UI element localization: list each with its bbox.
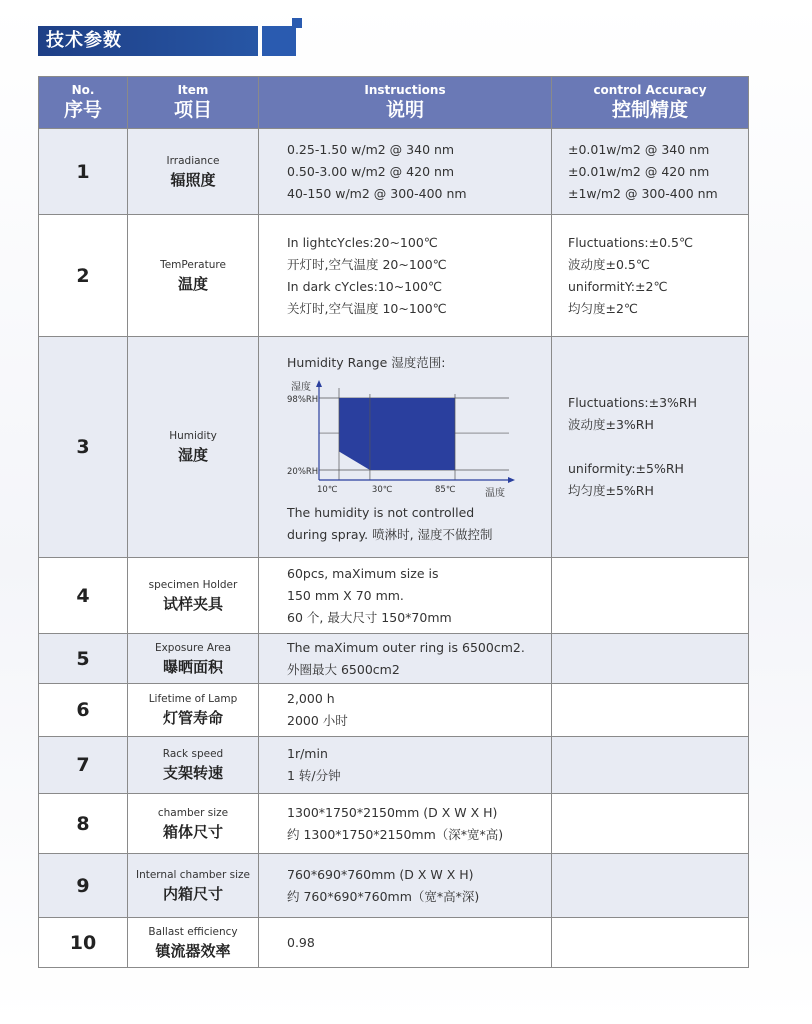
instruction-line: 1r/min [287,746,328,761]
instruction-line: 关灯时,空气温度 10~100℃ [287,300,447,316]
accuracy-line: ±1w/m2 @ 300-400 nm [568,185,718,201]
accuracy-line: Fluctuations:±3%RH [568,395,697,410]
accuracy-line: uniformity:±5%RH [568,461,684,476]
instruction-line: 150 mm X 70 mm. [287,587,404,603]
row-accuracy [552,737,749,794]
item-en: Ballast efficiency [148,925,238,938]
item-zh: 试样夹具 [162,594,223,613]
row-accuracy [552,634,749,684]
row-accuracy [552,558,749,634]
row-instructions [259,215,552,337]
accuracy-line: 均匀度±2℃ [568,300,638,316]
item-en: specimen Holder [148,578,238,591]
table-row [39,129,749,215]
table-row [39,634,749,684]
item-zh: 镇流器效率 [155,941,231,960]
row-number: 9 [39,854,128,918]
accuracy-line: Fluctuations:±0.5℃ [568,234,693,250]
item-en: Humidity [169,430,217,442]
instruction-line: 60 个, 最大尺寸 150*70mm [287,609,452,625]
instruction-line: 1300*1750*2150mm (D X W X H) [287,804,498,820]
humidity-range-label: Humidity Range 湿度范围: [287,355,446,370]
row-item [128,558,259,634]
y-tick-label: 20%RH [287,467,319,477]
item-en: Exposure Area [154,641,232,654]
row-instructions [259,129,552,215]
row-number: 3 [39,337,128,558]
header-no [39,77,128,129]
accuracy-line: ±0.01w/m2 @ 420 nm [568,163,710,179]
instruction-line: 开灯时,空气温度 20~100℃ [287,256,447,272]
header-acc-en: control Accuracy [593,83,707,97]
row-item [128,854,259,918]
item-en: Lifetime of Lamp [148,693,238,705]
row-instructions [259,737,552,794]
row-instructions [259,634,552,684]
x-tick-label: 30℃ [371,485,393,495]
accuracy-line: 波动度±0.5℃ [568,256,650,272]
row-item [128,337,259,558]
accuracy-line: 波动度±3%RH [568,417,654,432]
row-accuracy [552,794,749,854]
item-zh: 支架转速 [162,764,223,782]
header-acc-zh: 控制精度 [611,99,688,121]
row-accuracy [552,215,749,337]
row-instructions [259,794,552,854]
table-row [39,794,749,854]
item-zh: 辐照度 [170,170,216,189]
row-accuracy [552,129,749,215]
item-zh: 温度 [177,274,208,293]
instruction-line: 40-150 w/m2 @ 300-400 nm [287,185,467,201]
row-number: 1 [39,129,128,215]
humidity-region [339,398,455,470]
instruction-line: 0.50-3.00 w/m2 @ 420 nm [287,163,455,179]
item-en: Irradiance [166,154,220,167]
accuracy-line: 均匀度±5%RH [568,483,654,498]
row-accuracy [552,854,749,918]
row-instructions [259,854,552,918]
y-axis-arrow [316,380,322,387]
header-inst-zh: 说明 [385,99,424,121]
y-axis-label: 湿度 [291,382,311,393]
item-zh: 灯管寿命 [162,709,223,727]
accuracy-line: uniformitY:±2℃ [568,278,668,294]
x-tick-label: 10℃ [317,485,338,495]
row-instructions [259,684,552,737]
header-no-zh: 序号 [63,99,102,121]
row-instructions [259,918,552,968]
row-item [128,634,259,684]
table-row [39,854,749,918]
row-instructions [259,337,552,558]
item-zh: 箱体尺寸 [162,822,223,841]
row-item [128,684,259,737]
x-tick-label: 85℃ [435,485,456,495]
header-instructions [259,77,552,129]
table-row [39,558,749,634]
row-number: 4 [39,558,128,634]
table-row [39,684,749,737]
x-axis-arrow [508,477,515,483]
instruction-line: The humidity is not controlled [287,505,475,520]
item-en: TemPerature [160,258,226,271]
header-item-zh: 项目 [173,99,212,121]
row-instructions [259,558,552,634]
instruction-line: 760*690*760mm (D X W X H) [287,866,474,882]
instruction-line: 60pcs, maXimum size is [287,565,439,581]
instruction-line: The maXimum outer ring is 6500cm2. [287,639,525,655]
item-zh: 曝晒面积 [162,657,223,676]
row-item [128,215,259,337]
instruction-line: 约 1300*1750*2150mm（深*宽*高) [287,826,504,842]
instruction-line: In lightcYcles:20~100℃ [287,234,438,250]
row-accuracy [552,684,749,737]
row-item [128,129,259,215]
row-number: 5 [39,634,128,684]
row-item [128,737,259,794]
item-zh: 内箱尺寸 [162,884,223,903]
instruction-line: 2000 小时 [287,713,348,728]
item-en: Rack speed [162,748,224,760]
instruction-line: 0.98 [287,934,315,950]
instruction-line: 外圈最大 6500cm2 [287,661,400,677]
y-tick-label: 98%RH [287,395,319,405]
item-en: chamber size [157,806,229,819]
instruction-line: 0.25-1.50 w/m2 @ 340 nm [287,141,455,157]
instruction-line: during spray. 喷淋时, 湿度不做控制 [287,527,493,542]
row-item [128,918,259,968]
item-zh: 湿度 [177,446,208,464]
instruction-line: 2,000 h [287,691,335,706]
header-item-en: Item [177,83,209,97]
header-inst-en: Instructions [364,83,446,97]
table-row [39,737,749,794]
instruction-line: 约 760*690*760mm（宽*高*深) [287,888,480,904]
header-item [128,77,259,129]
title-decoration-square [292,18,302,28]
humidity-range-chart [287,376,527,500]
table-row [39,918,749,968]
instruction-line: 1 转/分钟 [287,768,341,783]
header-no-en: No. [71,83,95,97]
table-row [39,215,749,337]
section-title: 技术参数 [38,26,258,56]
row-accuracy [552,918,749,968]
row-number: 7 [39,737,128,794]
row-accuracy [552,337,749,558]
row-number: 10 [39,918,128,968]
x-axis-label: 温度 [485,488,505,499]
table-header-row [39,77,749,129]
row-number: 2 [39,215,128,337]
spec-table [38,76,749,968]
header-accuracy [552,77,749,129]
title-decoration-block [262,26,296,56]
accuracy-line: ±0.01w/m2 @ 340 nm [568,141,710,157]
row-number: 8 [39,794,128,854]
row-number: 6 [39,684,128,737]
table-row [39,337,749,558]
item-en: Internal chamber size [135,868,251,881]
instruction-line: In dark cYcles:10~100℃ [287,278,443,294]
row-item [128,794,259,854]
